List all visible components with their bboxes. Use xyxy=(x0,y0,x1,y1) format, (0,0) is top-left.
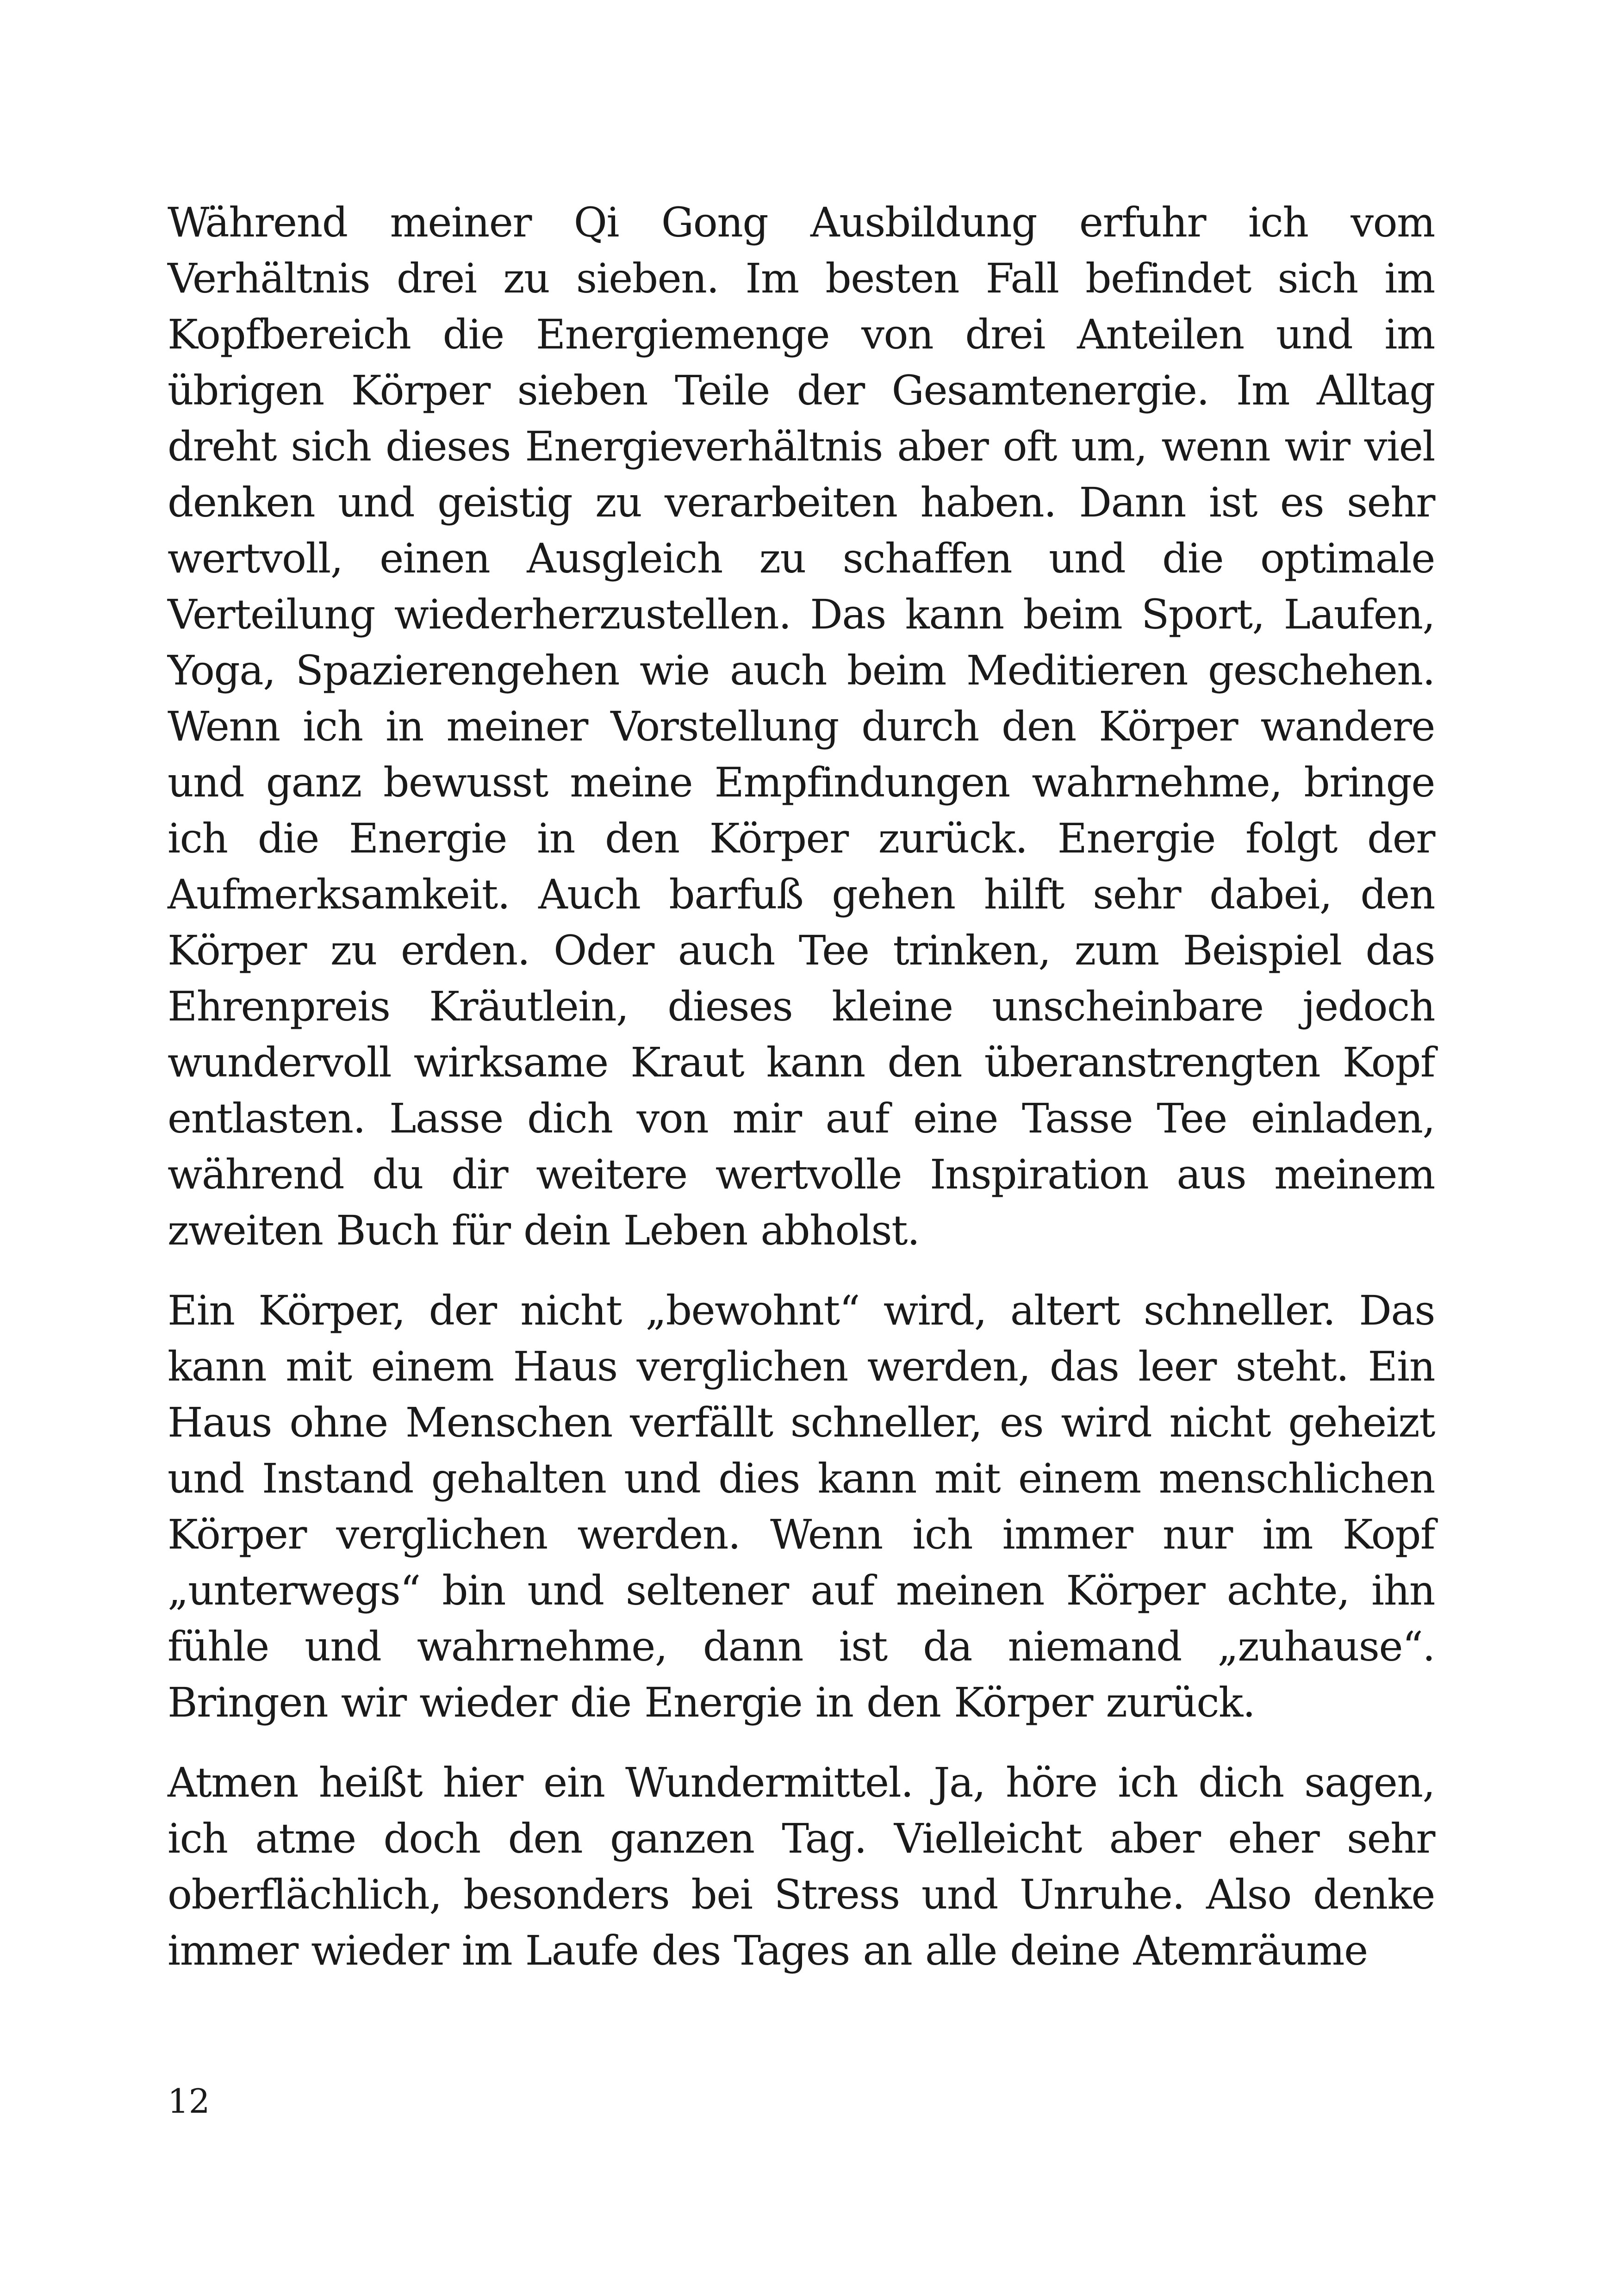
paragraph-inhabited-body: Ein Körper, der nicht „bewohnt“ wird, altert schneller. Das kann mit einem Haus verglichen werden, das leer steht. Ein Haus ohne Menschen verfällt schneller, es wird nicht geheizt und Instand gehalten und dies kann mit einem menschlichen Körper verglichen werden. Wenn ich immer nur im Kopf „unterwegs“ bin und seltener auf meinen Körper achte, ihn fühle und wahrnehme, dann ist da niemand „zuhause“. Bringen wir wieder die Energie in den Körper zurück. xyxy=(168,1287,1435,1726)
body-text xyxy=(168,194,1435,2003)
page-number: 12 xyxy=(168,2082,210,2121)
paragraph-energy-ratio: Während meiner Qi Gong Ausbildung erfuhr ich vom Verhältnis drei zu sieben. Im besten Fall befindet sich im Kopfbereich die Energiemenge von drei Anteilen und im übrigen Körper sieben Teile der Gesamtenergie. Im Alltag dreht sich dieses Energieverhältnis aber oft um, wenn wir viel denken und geistig zu verarbeiten haben. Dann ist es sehr wertvoll, einen Ausgleich zu schaffen und die optimale Verteilung wiederherzustellen. Das kann beim Sport, Laufen, Yoga, Spazierengehen wie auch beim Meditieren geschehen. Wenn ich in meiner Vorstellung durch den Körper wandere und ganz bewusst meine Empfindungen wahrnehme, bringe ich die Energie in den Körper zurück. Energie folgt der Aufmerksamkeit. Auch barfuß gehen hilft sehr dabei, den Körper zu erden. Oder auch Tee trinken, zum Beispiel das Ehrenpreis Kräutlein, dieses kleine unscheinbare jedoch wundervoll wirksame Kraut kann den überanstrengten Kopf entlasten. Lasse dich von mir auf eine Tasse Tee einladen, während du dir weitere wertvolle Inspiration aus meinem zweiten Buch für dein Leben abholst. xyxy=(168,199,1435,1254)
paragraph-breathing: Atmen heißt hier ein Wundermittel. Ja, höre ich dich sagen, ich atme doch den ganzen Tag. Vielleicht aber eher sehr oberflächlich, besonders bei Stress und Unruhe. Also denke immer wieder im Laufe des Tages an alle deine Atemräume xyxy=(168,1759,1435,1974)
